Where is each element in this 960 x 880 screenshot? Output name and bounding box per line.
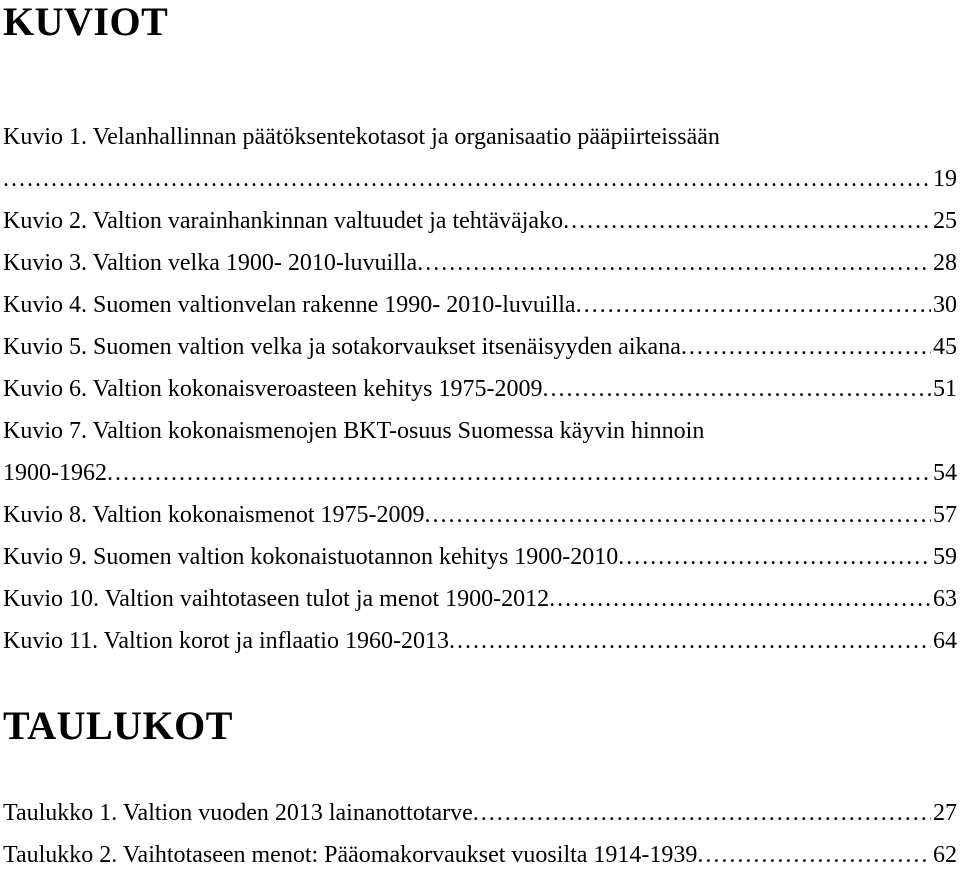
figure-entry[interactable] (3, 536, 957, 578)
figure-entry-page-number: 54 (933, 460, 957, 486)
figure-entry-line (3, 242, 957, 284)
figure-entry-line (3, 368, 957, 410)
figure-entry-line (3, 200, 957, 242)
dot-leader (576, 284, 931, 326)
figures-list (3, 116, 957, 662)
figure-entry-line (3, 536, 957, 578)
figure-entry-line (3, 452, 957, 494)
figure-entry[interactable] (3, 242, 957, 284)
figure-entry-line (3, 284, 957, 326)
figure-entry-title: Kuvio 2. Valtion varainhankinnan valtuudet ja tehtäväjako (3, 208, 564, 234)
dot-leader (563, 200, 931, 242)
dot-leader (542, 368, 931, 410)
figure-entry-line (3, 410, 957, 452)
figure-entry-title: Kuvio 4. Suomen valtionvelan rakenne 1990- 2010-luvuilla (3, 292, 576, 318)
table-entry-page-number: 62 (933, 842, 957, 868)
dot-leader (3, 158, 931, 200)
figure-entry-page-number: 59 (933, 544, 957, 570)
figure-entry-title: Kuvio 9. Suomen valtion kokonaistuotannon kehitys 1900-2010 (3, 544, 619, 570)
figure-entry-page-number: 45 (933, 334, 957, 360)
dot-leader (449, 620, 931, 662)
tables-heading: TAULUKOT (3, 703, 233, 748)
figure-entry-line (3, 578, 957, 620)
dot-leader (697, 834, 931, 876)
figure-entry-title: Kuvio 10. Valtion vaihtotaseen tulot ja menot 1900-2012 (3, 586, 550, 612)
table-entry[interactable] (3, 834, 957, 876)
figure-entry-title: Kuvio 5. Suomen valtion velka ja sotakorvaukset itsenäisyyden aikana (3, 334, 681, 360)
figure-entry-title: Kuvio 3. Valtion velka 1900- 2010-luvuilla (3, 250, 418, 276)
figure-entry[interactable] (3, 116, 957, 200)
figure-entry[interactable] (3, 620, 957, 662)
figure-entry-title: Kuvio 6. Valtion kokonaisveroasteen kehitys 1975-2009 (3, 376, 543, 402)
figure-entry[interactable] (3, 284, 957, 326)
figure-entry[interactable] (3, 200, 957, 242)
figure-entry-line (3, 116, 957, 158)
dot-leader (417, 242, 931, 284)
figure-entry-page-number: 51 (933, 376, 957, 402)
table-entry-line (3, 792, 957, 834)
figure-entry-title: Kuvio 1. Velanhallinnan päätöksentekotasot ja organisaatio pääpiirteissään (3, 124, 720, 150)
figure-entry-page-number: 28 (933, 250, 957, 276)
figure-entry-line (3, 158, 957, 200)
figures-heading: KUVIOT (3, 0, 169, 44)
dot-leader (473, 792, 931, 834)
figure-entry-page-number: 57 (933, 502, 957, 528)
dot-leader (425, 494, 931, 536)
figure-entry-page-number: 25 (933, 208, 957, 234)
figure-entry[interactable] (3, 494, 957, 536)
figure-entry-page-number: 19 (933, 166, 957, 192)
figure-entry-line (3, 494, 957, 536)
figure-entry-page-number: 63 (933, 586, 957, 612)
table-entry-line (3, 834, 957, 876)
figure-entry-title: Kuvio 11. Valtion korot ja inflaatio 1960-2013 (3, 628, 449, 654)
dot-leader (549, 578, 931, 620)
figure-entry[interactable] (3, 326, 957, 368)
figure-entry-page-number: 30 (933, 292, 957, 318)
dot-leader (681, 326, 931, 368)
figure-entry[interactable] (3, 368, 957, 410)
table-entry-title: Taulukko 2. Vaihtotaseen menot: Pääomakorvaukset vuosilta 1914-1939 (3, 842, 698, 868)
table-entry-title: Taulukko 1. Valtion vuoden 2013 lainanottotarve (3, 800, 473, 826)
tables-list (3, 792, 957, 876)
figure-entry-title: 1900-1962 (3, 460, 107, 486)
figure-entry-title: Kuvio 8. Valtion kokonaismenot 1975-2009 (3, 502, 425, 528)
dot-leader (107, 452, 931, 494)
table-entry-page-number: 27 (933, 800, 957, 826)
figure-entry-line (3, 326, 957, 368)
figure-entry-line (3, 620, 957, 662)
dot-leader (618, 536, 931, 578)
figure-entry[interactable] (3, 410, 957, 494)
figure-entry[interactable] (3, 578, 957, 620)
figure-entry-title: Kuvio 7. Valtion kokonaismenojen BKT-osuus Suomessa käyvin hinnoin (3, 418, 705, 444)
table-entry[interactable] (3, 792, 957, 834)
figure-entry-page-number: 64 (933, 628, 957, 654)
